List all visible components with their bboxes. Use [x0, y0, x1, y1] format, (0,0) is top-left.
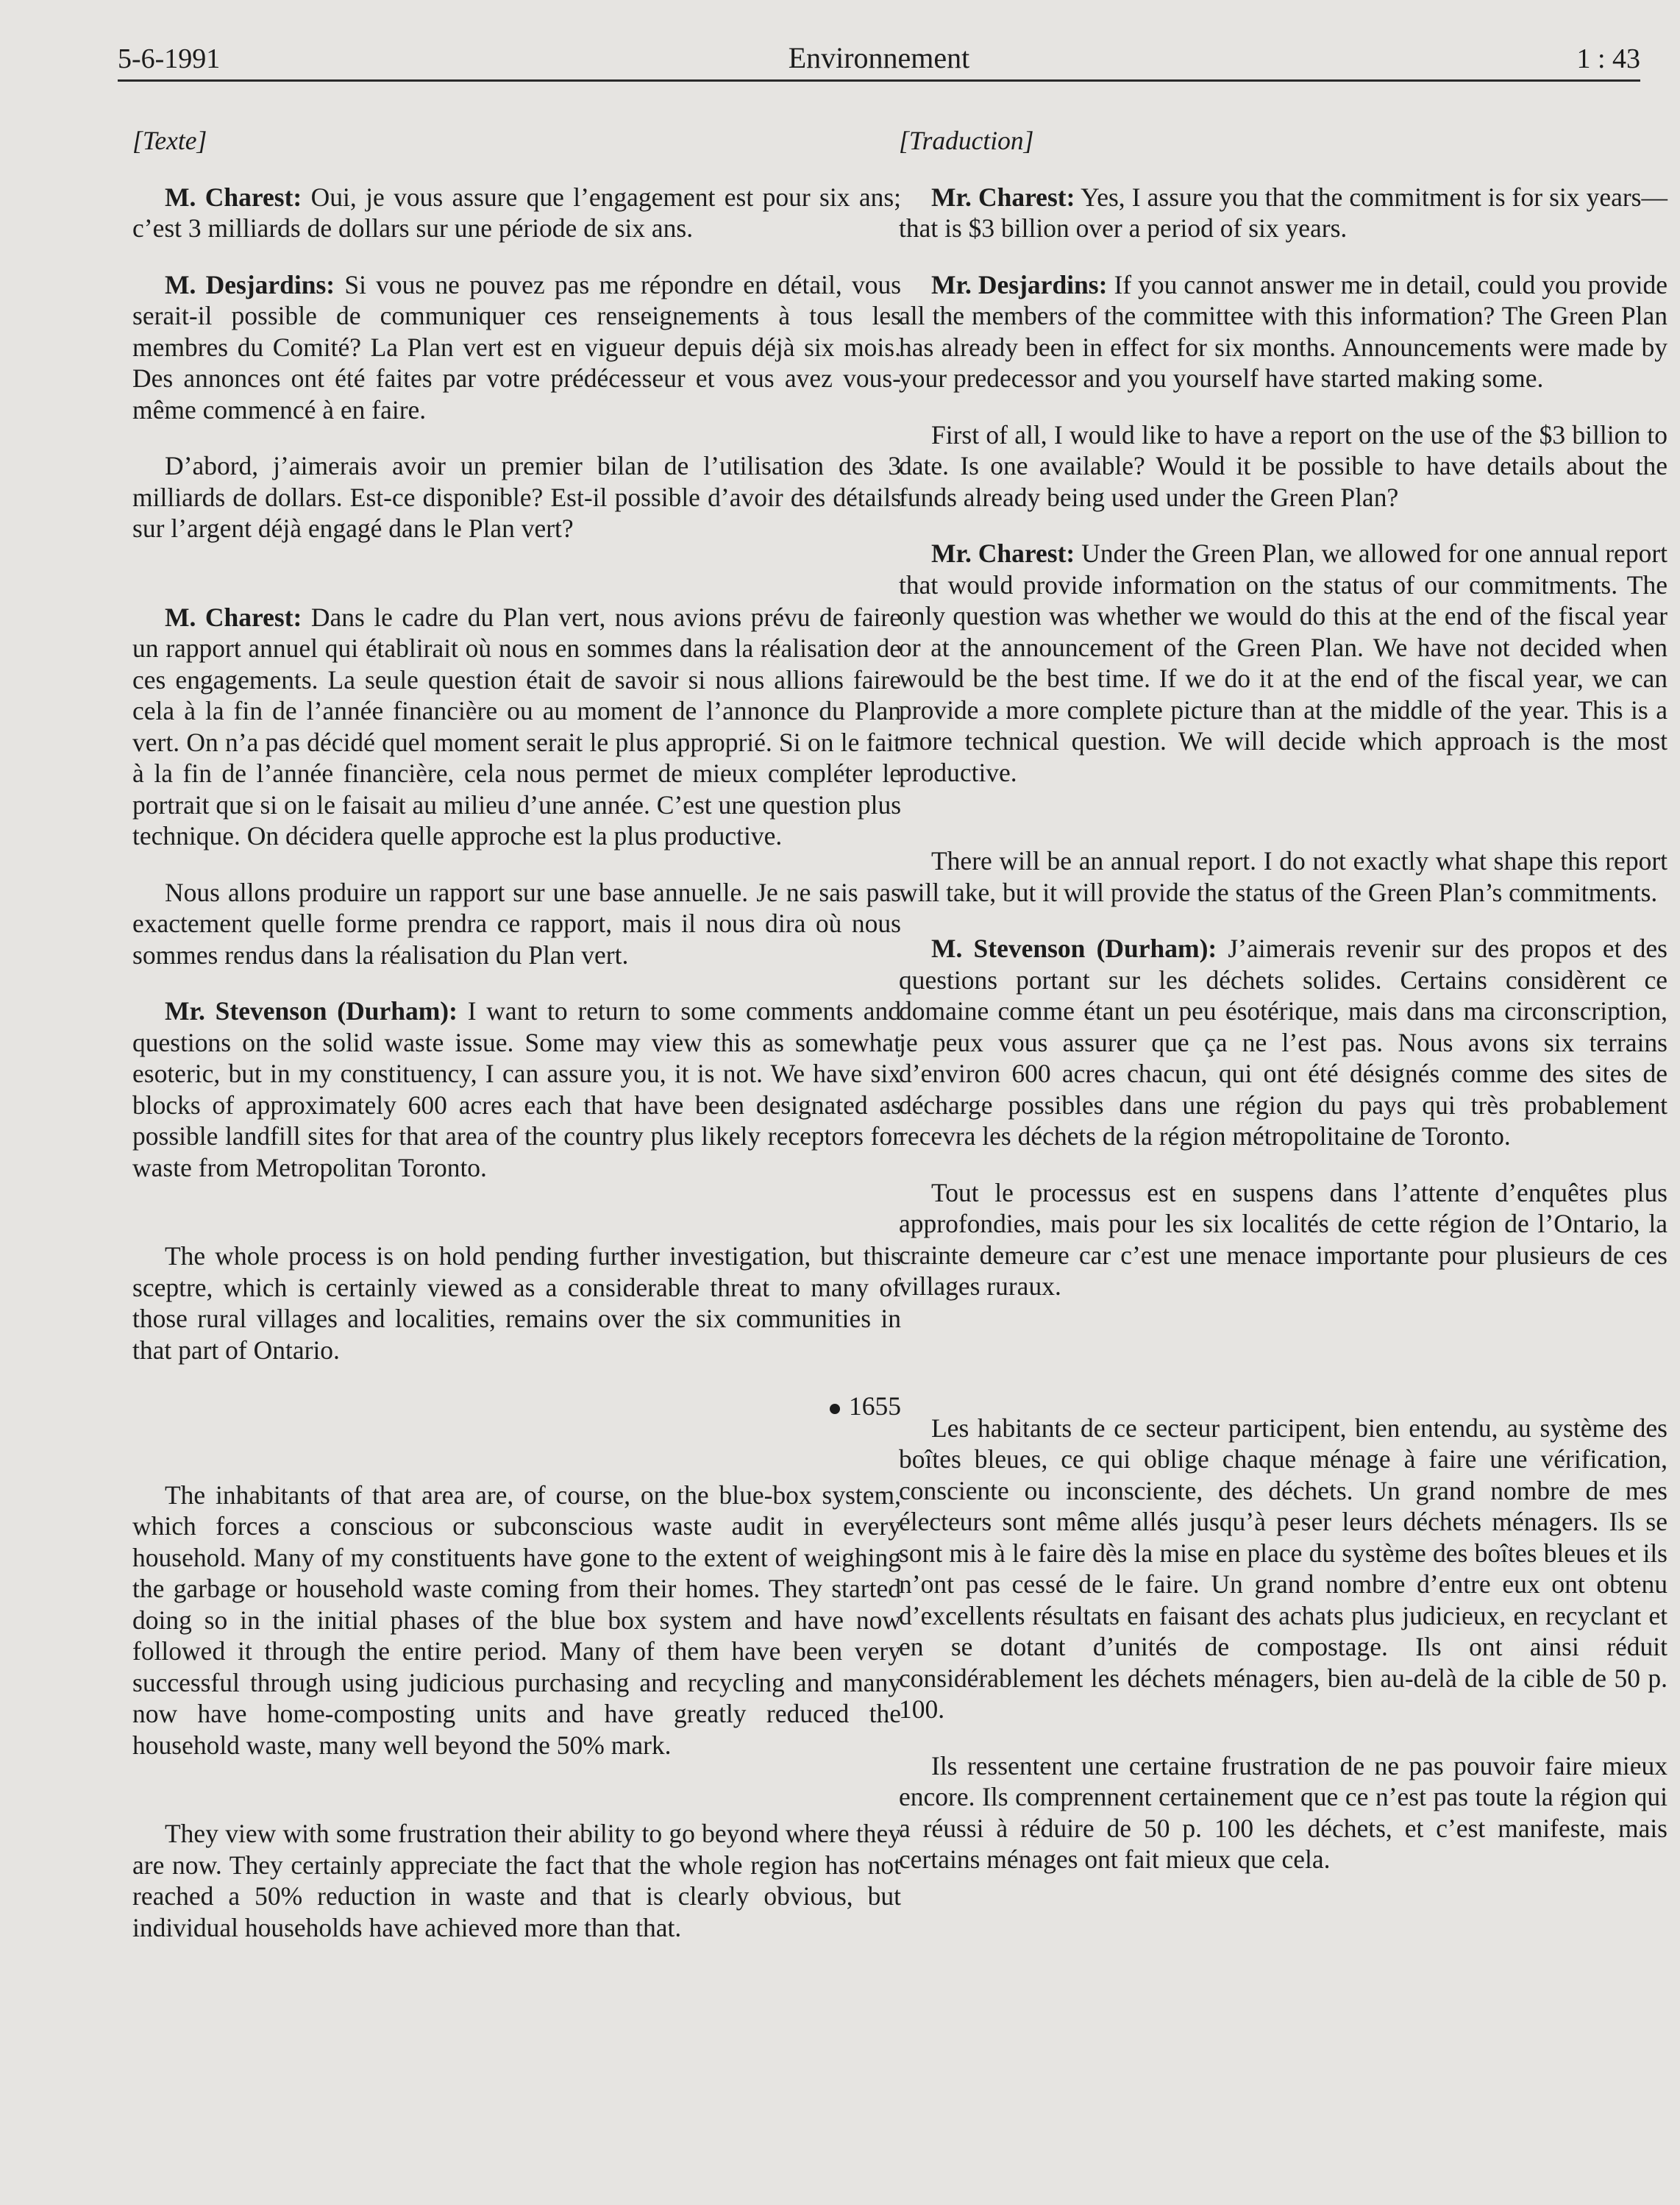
paragraph: M. Stevenson (Durham): J’aimerais revenir sur des propos et des questions portant sur les déchets solides. Certains considèrent ce domaine comme étant un peu ésotérique, mais dans ma circonscription, je peux vous assurer que ça ne l’est pas. Nous avons six terrains d’environ 600 acres chacun, qui ont été désignés comme des sites de décharge possibles dans une région du pays qui très probablement recevra les déchets de la région métropolitaine de Toronto. — [899, 934, 1667, 1151]
paragraph: The inhabitants of that area are, of course, on the blue-box system, which forces a conscious or subconscious waste audit in every household. Many of my constituents have gone to the extent of weighing the garbage or household waste coming from their homes. They started doing so in the initial phases of the blue box system and have now followed it through the entire period. Many of them have been very successful through using judicious purchasing and recycling and many now have home-composting units and have greatly reduced the household waste, many well beyond the 50% mark. — [132, 1480, 901, 1760]
paragraph: Tout le processus est en suspens dans l’attente d’enquêtes plus approfondies, mais pour les six localités de cette région de l’Ontario, la crainte demeure car c’est une menace importante pour plusieurs de ces villages ruraux. — [899, 1177, 1667, 1301]
right-column — [899, 125, 1667, 1875]
paragraph: First of all, I would like to have a report on the use of the $3 billion to date. Is one available? Would it be possible to have details about the funds already being used under the Green Plan? — [899, 419, 1667, 512]
page-header — [118, 29, 1640, 81]
left-column — [132, 125, 901, 1943]
left-language-label: [Texte] — [132, 126, 207, 155]
paragraph: D’abord, j’aimerais avoir un premier bilan de l’utilisation des 3 milliards de dollars. Est-ce disponible? Est-il possible d’avoir des détails sur l’argent déjà engagé dans le Plan vert? — [132, 451, 901, 543]
paragraph: M. Charest: Dans le cadre du Plan vert, nous avions prévu de faire un rapport annuel qui établirait où nous en sommes dans la réalisation de ces engagements. La seule question était de savoir si nous allions faire cela à la fin de l’année financière ou au moment de l’annonce du Plan vert. On n’a pas décidé quel moment serait le plus approprié. Si on le fait à la fin de l’année financière, cela nous permet de mieux compléter le portrait que si on le faisait au milieu d’une année. C’est une question plus technique. On décidera quelle approche est la plus productive. — [132, 602, 902, 851]
paragraph: Mr. Stevenson (Durham): I want to return to some comments and questions on the solid waste issue. Some may view this as somewhat esoteric, but in my constituency, I can assure you, it is not. We have six blocks of approximately 600 acres each that have been designated as possible landfill sites for that area of the country plus likely receptors for waste from Metropolitan Toronto. — [132, 996, 901, 1182]
paragraph: Ils ressentent une certaine frustration de ne pas pouvoir faire mieux encore. Ils comprennent certainement que ce n’est pas toute la région qui a réussi à réduire de 50 p. 100 les déchets, et c’est manifeste, mais certains ménages ont fait mieux que cela. — [899, 1750, 1667, 1874]
header-date: 5-6-1991 — [118, 43, 221, 74]
paragraph: They view with some frustration their ability to go beyond where they are now. They certainly appreciate the fact that the whole region has not reached a 50% reduction in waste and that is clearly obvious, but individual households have achieved more than that. — [132, 1819, 901, 1942]
header-rule — [118, 79, 1640, 82]
right-language-label: [Traduction] — [899, 126, 1034, 155]
header-title: Environnement — [788, 41, 970, 74]
bullet-icon — [830, 1404, 840, 1414]
time-marker: 1655 — [132, 1391, 901, 1422]
paragraph: Mr. Charest: Under the Green Plan, we allowed for one annual report that would provide information on the status of our commitments. The only question was whether we would do this at the end of the fiscal year or at the announcement of the Green Plan. We have not decided when would be the best time. If we do it at the end of the fiscal year, we can provide a more complete picture than at the middle of the year. This is a more technical question. We will decide which approach is the most productive. — [899, 539, 1668, 787]
paragraph: Mr. Desjardins: If you cannot answer me in detail, could you provide all the members of the committee with this information? The Green Plan has already been in effect for six months. Announcements were made by your predecessor and you yourself have started making some. — [899, 269, 1668, 393]
header-page-number: 1 : 43 — [1576, 43, 1640, 74]
paragraph: Les habitants de ce secteur participent, bien entendu, au système des boîtes bleues, ce qui oblige chaque ménage à faire une vérification, consciente ou inconsciente, des déchets. Un grand nombre de mes électeurs sont même allés jusqu’à peser leurs déchets ménagers. Ils se sont mis à le faire dès la mise en place du système des boîtes bleues et ils n’ont pas cessé de le faire. Un grand nombre d’entre eux ont obtenu d’excellents résultats en faisant des achats plus judicieux, en recyclant et en se dotant d’unités de compostage. Ils ont ainsi réduit considérablement les déchets ménagers, bien au-delà de la cible de 50 p. 100. — [899, 1413, 1667, 1724]
paragraph: M. Desjardins: Si vous ne pouvez pas me répondre en détail, vous serait-il possible de communiquer ces renseignements à tous les membres du Comité? La Plan vert est en vigueur depuis déjà six mois. Des annonces ont été faites par votre prédécesseur et vous avez vous-même commencé à en faire. — [132, 269, 902, 425]
paragraph: There will be an annual report. I do not exactly what shape this report will take, but it will provide the status of the Green Plan’s commitments. — [899, 846, 1667, 907]
paragraph: M. Charest: Oui, je vous assure que l’engagement est pour six ans; c’est 3 milliards de dollars sur une période de six ans. — [132, 182, 902, 243]
paragraph: Mr. Charest: Yes, I assure you that the commitment is for six years—that is $3 billion over a period of six years. — [899, 182, 1667, 243]
paragraph: Nous allons produire un rapport sur une base annuelle. Je ne sais pas exactement quelle forme prendra ce rapport, mais il nous dira où nous sommes rendus dans la réalisation du Plan vert. — [132, 877, 901, 970]
paragraph: The whole process is on hold pending further investigation, but this sceptre, which is certainly viewed as a considerable threat to many of those rural villages and localities, remains over the six communities in that part of Ontario. — [132, 1241, 901, 1365]
